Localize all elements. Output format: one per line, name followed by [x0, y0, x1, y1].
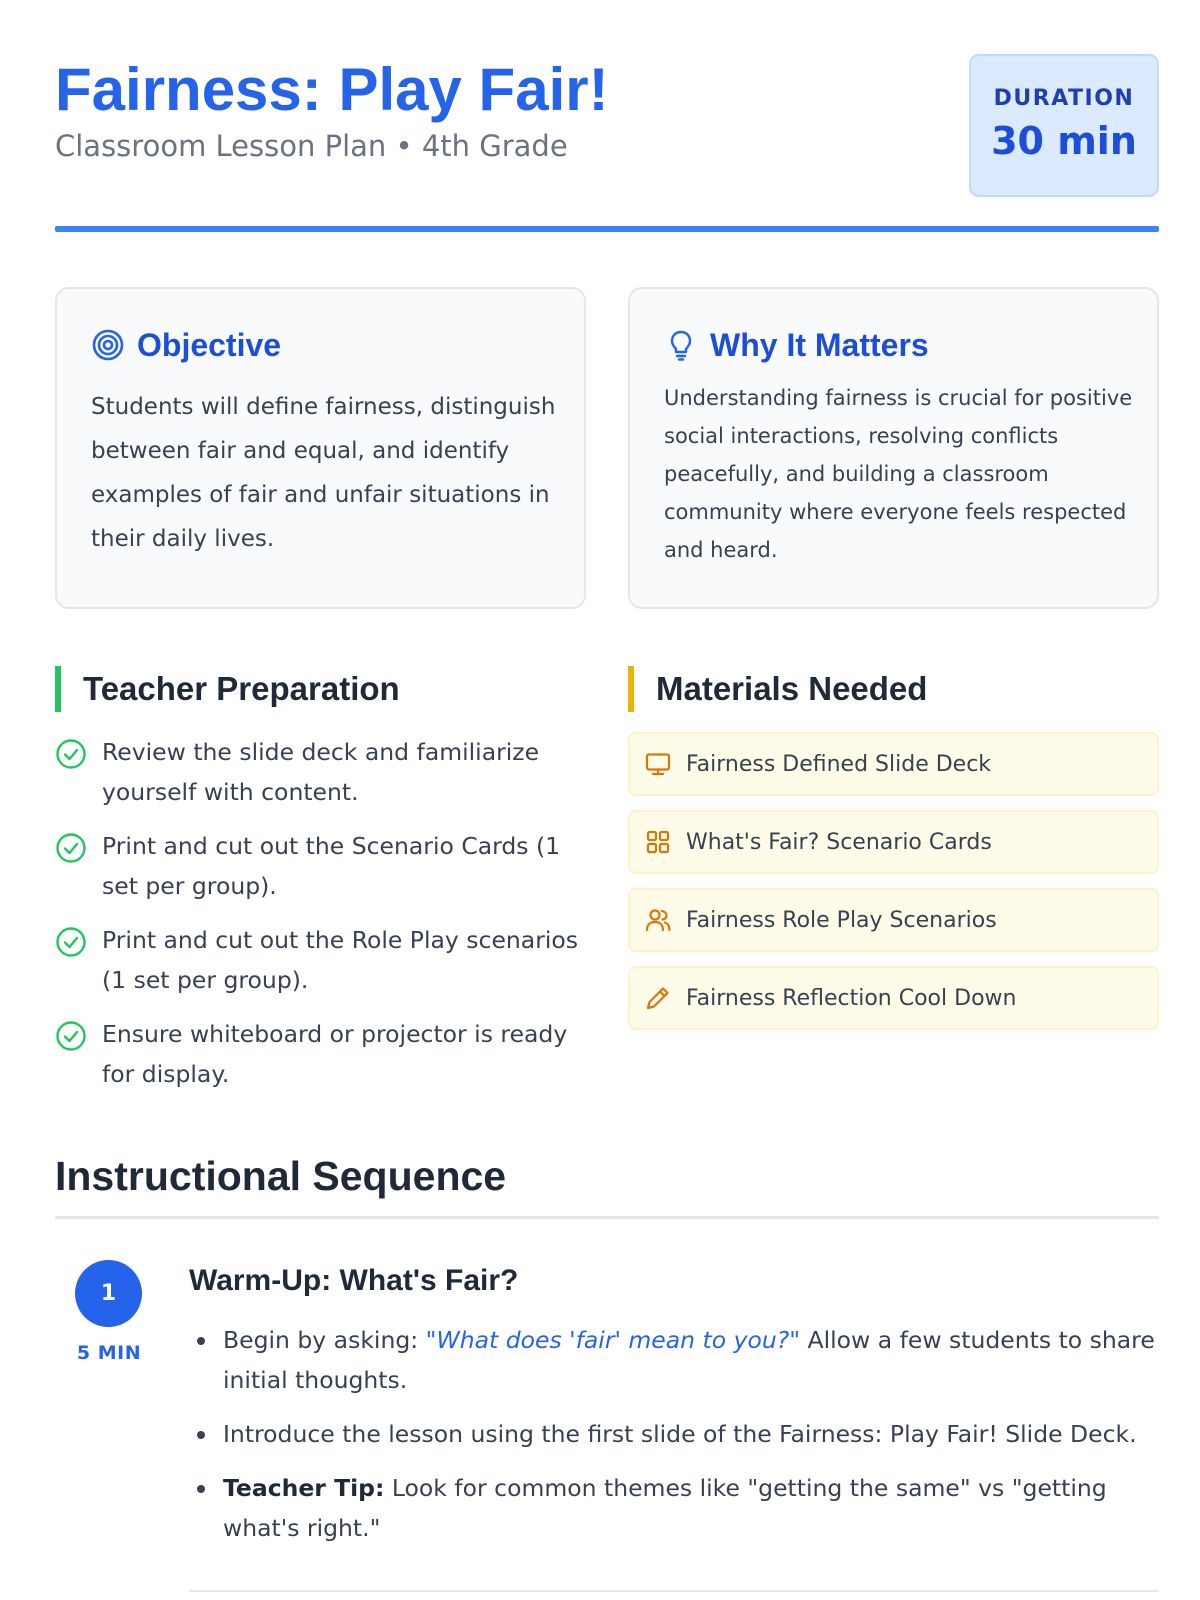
check-circle-icon [55, 926, 87, 958]
why-header [664, 325, 929, 365]
prep-item-text: Print and cut out the Role Play scenarios (1 set per group). [102, 926, 579, 994]
check-circle-icon [55, 832, 87, 864]
page-title: Fairness: Play Fair! [55, 56, 609, 123]
page-subtitle: Classroom Lesson Plan • 4th Grade [55, 129, 568, 163]
step-bullet [189, 1414, 1159, 1454]
instructional-sequence-heading: Instructional Sequence [55, 1153, 507, 1199]
prep-item [55, 826, 595, 906]
duration-value: 30 min [991, 119, 1137, 163]
material-item [628, 888, 1159, 952]
teacher-tip-label: Teacher Tip: [223, 1474, 385, 1502]
objective-text: Students will define fairness, distinguish between fair and equal, and identify examples of fair and unfair situations in their daily lives. [91, 394, 556, 552]
lesson-plan-page [55, 0, 1159, 1600]
users-icon [644, 906, 672, 934]
material-label: Fairness Reflection Cool Down [686, 985, 1017, 1011]
check-circle-icon [55, 738, 87, 770]
material-label: Fairness Defined Slide Deck [686, 751, 992, 777]
objective-card [55, 287, 586, 609]
objective-title: Objective [137, 327, 282, 363]
prep-item [55, 920, 595, 1000]
materials-needed-heading: Materials Needed [628, 666, 927, 712]
objective-header [91, 325, 281, 365]
step-bullet-text: Allow a few students to share initial thoughts. [223, 1326, 1155, 1394]
material-label: Fairness Role Play Scenarios [686, 907, 997, 933]
instructional-divider [55, 1216, 1159, 1219]
step-bullet-text: Begin by asking: [223, 1326, 426, 1354]
step-bullet [189, 1320, 1159, 1400]
why-title: Why It Matters [710, 327, 929, 363]
step-number-badge: 1 [75, 1260, 142, 1327]
grid-icon [644, 828, 672, 856]
step-bullet-list [189, 1320, 1159, 1562]
material-item [628, 966, 1159, 1030]
step-divider [189, 1590, 1159, 1592]
monitor-icon [644, 750, 672, 778]
teacher-preparation-list [55, 732, 595, 1108]
header [55, 50, 1159, 230]
pencil-icon [644, 984, 672, 1012]
target-icon [91, 328, 125, 362]
why-text: Understanding fairness is crucial for positive social interactions, resolving conflicts peacefully, and building a classroom community where everyone feels respected and heard. [664, 386, 1133, 562]
warmup-question: "What does 'fair' mean to you?" [425, 1326, 801, 1354]
step-title: Warm-Up: What's Fair? [189, 1264, 519, 1297]
header-divider [55, 226, 1159, 232]
prep-item [55, 1014, 595, 1094]
material-item [628, 732, 1159, 796]
lightbulb-icon [664, 328, 698, 362]
check-circle-icon [55, 1020, 87, 1052]
step-bullet-text: Introduce the lesson using the first slide of the Fairness: Play Fair! Slide Deck. [223, 1420, 1137, 1448]
prep-item-text: Print and cut out the Scenario Cards (1 set per group). [102, 832, 561, 900]
prep-item-text: Review the slide deck and familiarize yourself with content. [102, 738, 540, 806]
material-item [628, 810, 1159, 874]
step-bullet-text: Look for common themes like "getting the same" vs "getting what's right." [223, 1474, 1107, 1542]
prep-item-text: Ensure whiteboard or projector is ready for display. [102, 1020, 568, 1088]
prep-item [55, 732, 595, 812]
materials-list [628, 732, 1159, 1044]
duration-badge [969, 54, 1159, 197]
duration-label: DURATION [993, 86, 1135, 111]
why-it-matters-card [628, 287, 1159, 609]
material-label: What's Fair? Scenario Cards [686, 829, 992, 855]
step-duration: 5 MIN [76, 1342, 142, 1364]
step-bullet [189, 1468, 1159, 1548]
teacher-preparation-heading: Teacher Preparation [55, 666, 400, 712]
